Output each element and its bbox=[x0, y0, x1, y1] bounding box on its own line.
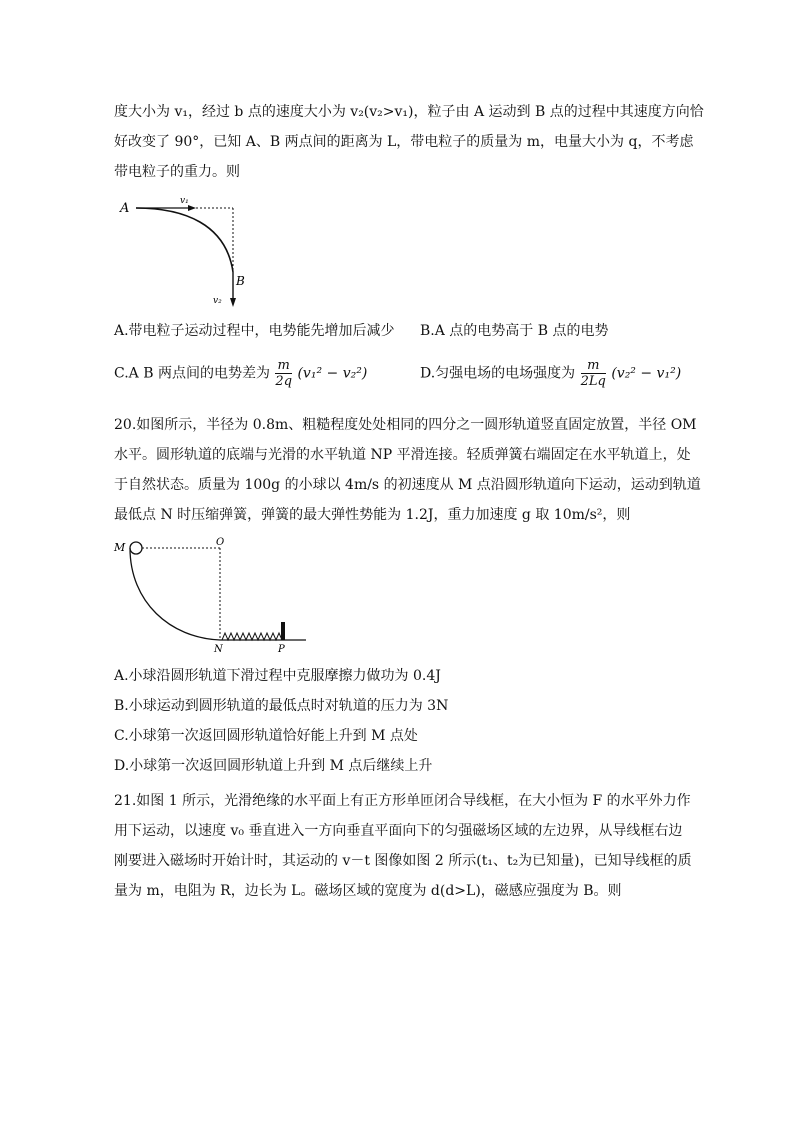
q19-option-d-numerator: m bbox=[581, 358, 606, 374]
q20-text-line-1: 20.如图所示，半径为 0.8m、粗糙程度处处相同的四分之一圆形轨道竖直固定放置，半径 OM bbox=[114, 417, 697, 433]
q20-text-line-2: 水平。圆形轨道的底端与光滑的水平轨道 NP 平滑连接。轻质弹簧右端固定在水平轨道上，处 bbox=[114, 447, 691, 463]
q19-option-d-fraction bbox=[581, 358, 606, 389]
q19-option-c-numerator: m bbox=[275, 358, 292, 374]
q19-trajectory-figure bbox=[114, 188, 254, 316]
q19-option-c-expression: (v₁² − v₂²) bbox=[297, 365, 368, 382]
q19-text-line-1: 度大小为 v₁，经过 b 点的速度大小为 v₂(v₂>v₁)，粒子由 A 运动到 B 点的过程中其速度方向恰 bbox=[114, 104, 704, 120]
q20-track-figure bbox=[110, 532, 310, 654]
q19-option-d bbox=[420, 358, 681, 389]
q19-label-v2: v₂ bbox=[213, 296, 222, 306]
q21-text-line-3: 刚要进入磁场时开始计时，其运动的 v－t 图像如图 2 所示(t₁、t₂为已知量)，已知导线框的质 bbox=[114, 853, 692, 869]
q19-label-b: B bbox=[236, 274, 245, 288]
q20-option-c: C.小球第一次返回圆形轨道恰好能上升到 M 点处 bbox=[114, 728, 418, 744]
q19-option-c-label: C.A B 两点间的电势差为 bbox=[114, 365, 270, 382]
q19-option-c-fraction bbox=[275, 358, 292, 389]
q21-text-line-4: 量为 m，电阻为 R，边长为 L。磁场区域的宽度为 d(d>L)，磁感应强度为 B。则 bbox=[114, 883, 622, 899]
q19-option-d-expression: (v₂² − v₁²) bbox=[611, 365, 682, 382]
q20-text-line-4: 最低点 N 时压缩弹簧，弹簧的最大弹性势能为 1.2J，重力加速度 g 取 10m/s²，则 bbox=[114, 507, 631, 523]
q20-text-line-3: 于自然状态。质量为 100g 的小球以 4m/s 的初速度从 M 点沿圆形轨道向下运动，运动到轨道 bbox=[114, 477, 701, 493]
q20-label-p: P bbox=[278, 644, 285, 654]
q19-option-c-denominator: 2q bbox=[275, 374, 293, 389]
q19-label-a: A bbox=[120, 201, 130, 216]
q20-label-m: M bbox=[114, 541, 126, 554]
q20-label-n: N bbox=[214, 644, 223, 654]
q20-option-d: D.小球第一次返回圆形轨道上升到 M 点后继续上升 bbox=[114, 758, 433, 774]
q19-option-d-denominator: 2Lq bbox=[580, 374, 606, 389]
q20-option-a: A.小球沿圆形轨道下滑过程中克服摩擦力做功为 0.4J bbox=[114, 668, 441, 684]
q19-text-line-2: 好改变了 90°，已知 A、B 两点间的距离为 L，带电粒子的质量为 m，电量大小为 q，不考虑 bbox=[114, 134, 694, 150]
q19-option-d-label: D.匀强电场的电场强度为 bbox=[420, 365, 576, 382]
q21-text-line-1: 21.如图 1 所示，光滑绝缘的水平面上有正方形单匝闭合导线框，在大小恒为 F 的水平外力作 bbox=[114, 793, 691, 809]
q19-option-b: B.A 点的电势高于 B 点的电势 bbox=[420, 323, 609, 339]
q20-option-b: B.小球运动到圆形轨道的最低点时对轨道的压力为 3N bbox=[114, 698, 449, 714]
q19-label-v1: v₁ bbox=[180, 196, 189, 206]
q19-option-c bbox=[114, 358, 367, 389]
q19-text-line-3: 带电粒子的重力。则 bbox=[114, 164, 240, 180]
q21-text-line-2: 用下运动，以速度 v₀ 垂直进入一方向垂直平面向下的匀强磁场区域的左边界，从导线框右边 bbox=[114, 823, 683, 839]
q20-label-o: O bbox=[216, 537, 225, 548]
q19-option-a: A.带电粒子运动过程中，电势能先增加后减少 bbox=[114, 323, 395, 339]
